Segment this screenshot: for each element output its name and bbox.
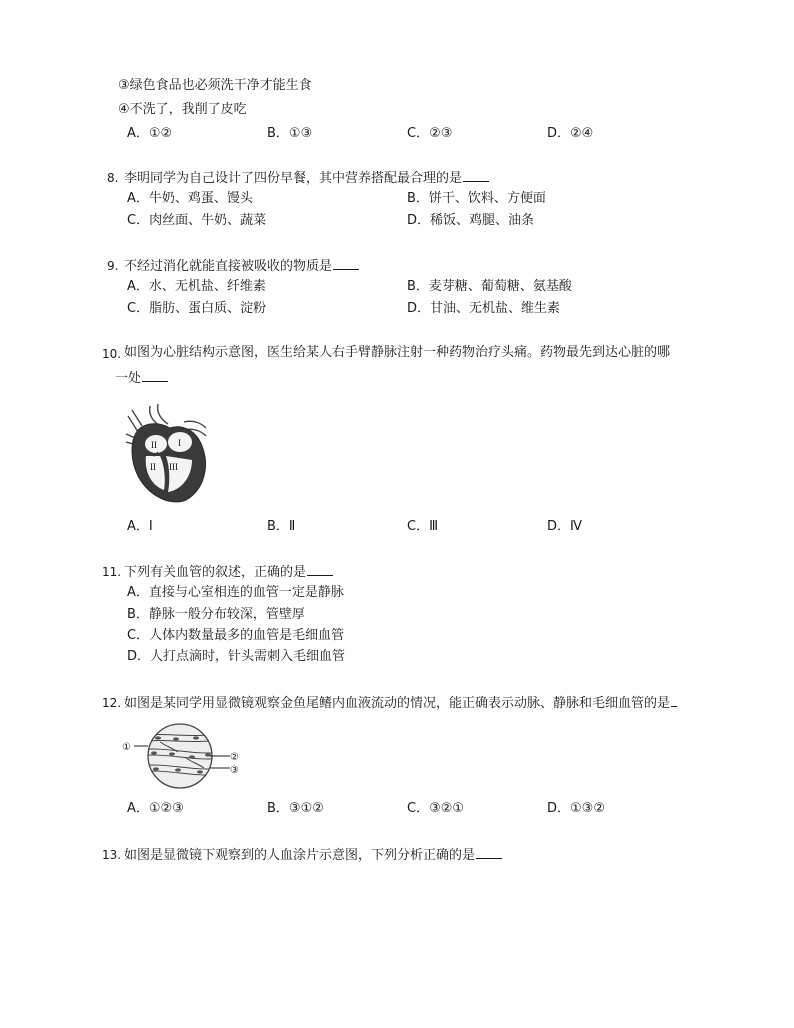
answer-blank — [333, 256, 359, 270]
q7-option-d: D．②④ — [547, 126, 594, 141]
q12-number: 12. — [102, 696, 122, 710]
q10-option-b: B．Ⅱ — [267, 519, 296, 534]
flow-label-1: ① — [122, 742, 131, 753]
q9-option-b: B．麦芽糖、葡萄糖、氨基酸 — [407, 279, 572, 294]
q9-number: 9. — [107, 259, 119, 273]
q8-option-b: B．饼干、饮料、方便面 — [407, 191, 546, 206]
q8-option-c: C．肉丝面、牛奶、蔬菜 — [127, 213, 267, 228]
heart-label-i: II — [151, 440, 157, 450]
q10-option-d: D．Ⅳ — [547, 519, 583, 534]
answer-blank — [142, 368, 168, 382]
answer-blank — [307, 562, 333, 576]
q9-option-d: D．甘油、无机盐、维生素 — [407, 301, 561, 316]
q12-stem: 如图是某同学用显微镜观察金鱼尾鳍内血液流动的情况，能正确表示动脉、静脉和毛细血管的是 — [124, 693, 677, 713]
q10-stem-line1: 如图为心脏结构示意图，医生给某人右手臂静脉注射一种药物治疗头痛。药物最先到达心脏的哪 — [124, 345, 671, 360]
answer-blank — [671, 693, 677, 707]
q8-stem: 李明同学为自己设计了四份早餐，其中营养搭配最合理的是 — [124, 168, 489, 188]
answer-blank — [463, 168, 489, 182]
q7-statement-3: ③绿色食品也必须洗干净才能生食 — [118, 78, 312, 93]
q10-number: 10. — [102, 347, 122, 361]
q12-option-c: C．③②① — [407, 801, 465, 816]
q11-option-b: B．静脉一般分布较深，管壁厚 — [127, 607, 305, 622]
q10-option-c: C．Ⅲ — [407, 519, 439, 534]
q7-option-a: A．①② — [127, 126, 173, 141]
q11-option-c: C．人体内数量最多的血管是毛细血管 — [127, 628, 345, 643]
q11-option-d: D．人打点滴时，针头需刺入毛细血管 — [127, 649, 346, 664]
heart-label-iii: II — [150, 462, 156, 472]
q11-stem: 下列有关血管的叙述，正确的是 — [124, 562, 333, 582]
q9-stem: 不经过消化就能直接被吸收的物质是 — [124, 256, 359, 276]
q12-option-b: B．③①② — [267, 801, 324, 816]
blood-flow-diagram — [120, 722, 244, 790]
q10-option-a: A．Ⅰ — [127, 519, 153, 534]
heart-label-ii: I — [178, 438, 181, 448]
q7-option-c: C．②③ — [407, 126, 453, 141]
heart-diagram — [120, 400, 212, 508]
q9-option-a: A．水、无机盐、纤维素 — [127, 279, 266, 294]
answer-blank — [476, 845, 502, 859]
q11-number: 11. — [102, 565, 122, 579]
q10-stem-line2: 一处 — [115, 368, 168, 388]
heart-label-iv: III — [169, 462, 178, 472]
q9-option-c: C．脂肪、蛋白质、淀粉 — [127, 301, 267, 316]
flow-label-2: ② — [230, 752, 239, 763]
q12-option-a: A．①②③ — [127, 801, 184, 816]
q8-option-d: D．稀饭、鸡腿、油条 — [407, 213, 535, 228]
q8-option-a: A．牛奶、鸡蛋、馒头 — [127, 191, 253, 206]
q13-number: 13. — [102, 848, 122, 862]
q7-statement-4: ④不洗了，我削了皮吃 — [118, 102, 247, 117]
q8-number: 8. — [107, 171, 119, 185]
flow-label-3: ③ — [230, 765, 239, 776]
q7-option-b: B．①③ — [267, 126, 313, 141]
q11-option-a: A．直接与心室相连的血管一定是静脉 — [127, 585, 344, 600]
q12-option-d: D．①③② — [547, 801, 605, 816]
q13-stem: 如图是显微镜下观察到的人血涂片示意图，下列分析正确的是 — [124, 845, 502, 865]
